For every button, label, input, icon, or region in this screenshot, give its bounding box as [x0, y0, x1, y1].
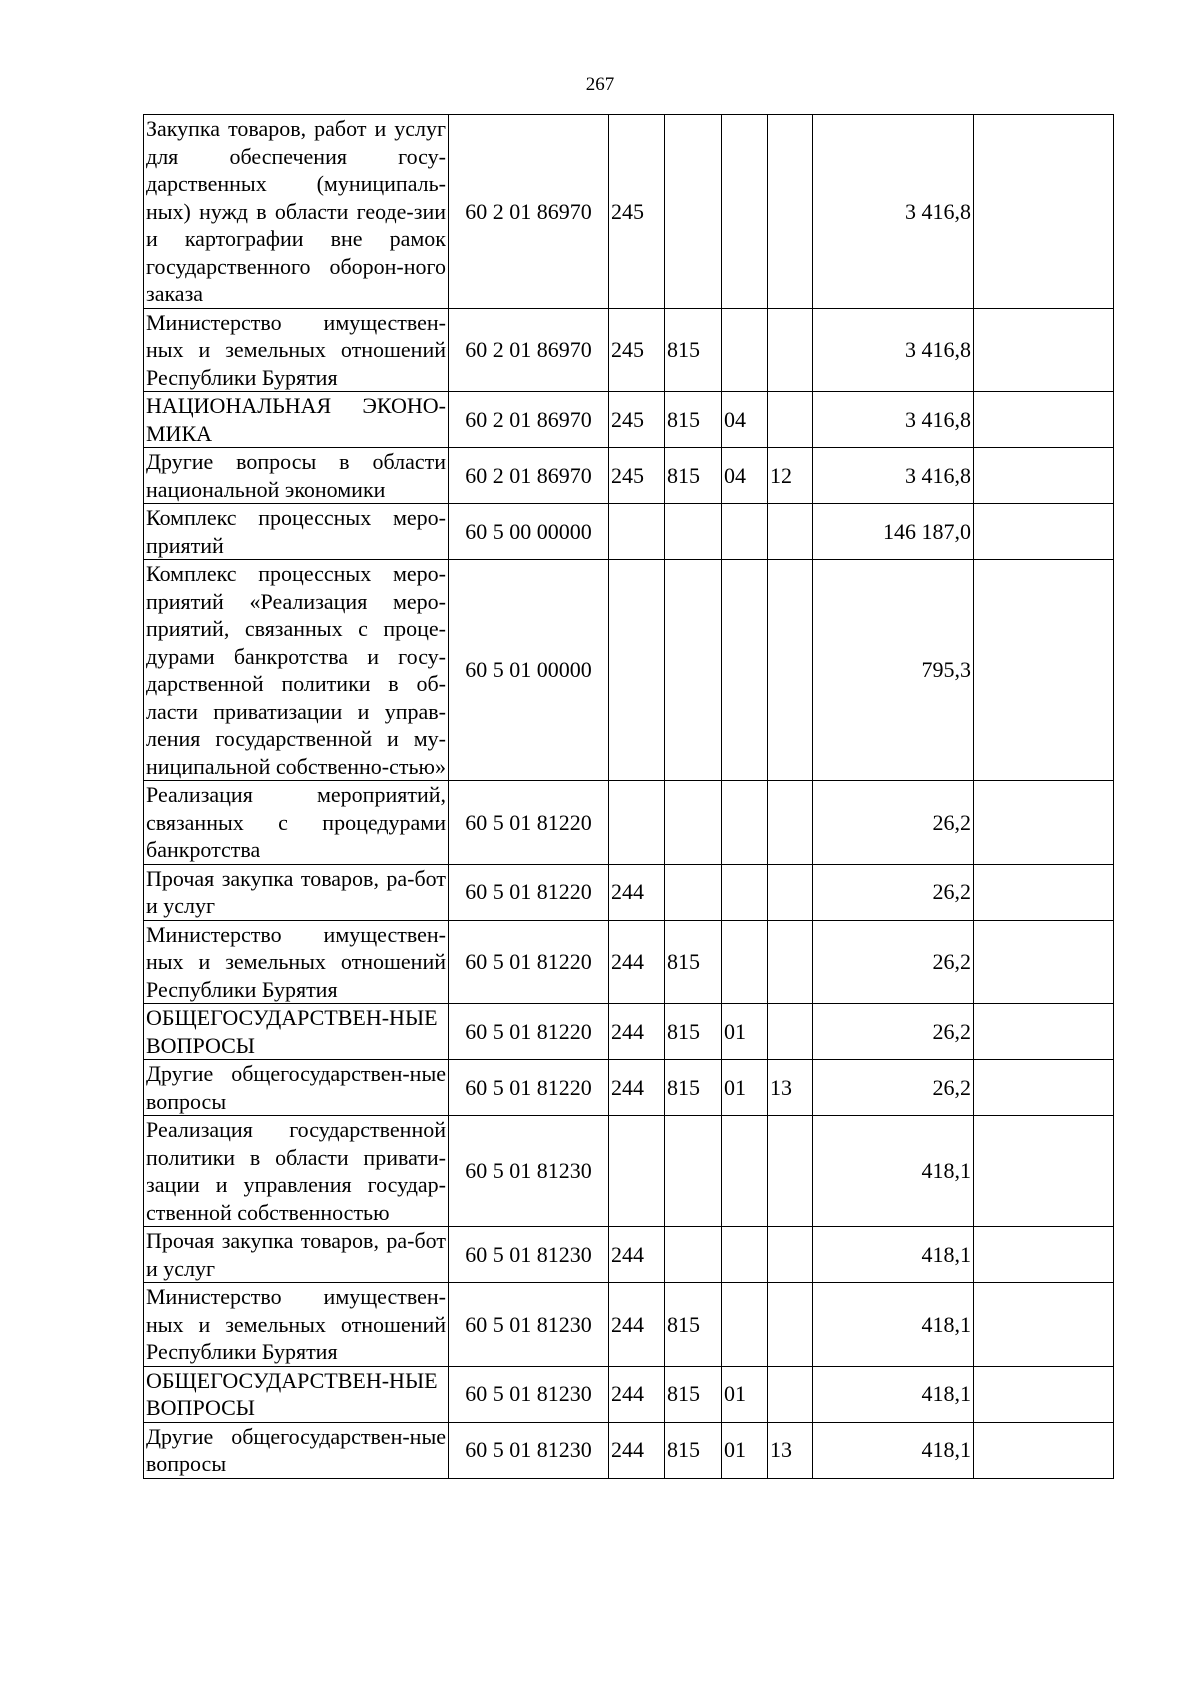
target-code-cell: 60 5 01 81220	[449, 781, 609, 865]
expense-name-cell: Комплекс процессных меро-приятий	[144, 504, 449, 560]
table-row	[144, 504, 1114, 560]
expense-type-cell: 244	[609, 1004, 665, 1060]
section-cell	[722, 920, 768, 1004]
expense-name-cell: Реализация государственной политики в области привати-зации и управления государ-ственной собственностью	[144, 1116, 449, 1227]
target-code-cell: 60 5 01 81220	[449, 1004, 609, 1060]
target-code-cell: 60 2 01 86970	[449, 448, 609, 504]
table-row	[144, 1060, 1114, 1116]
section-cell	[722, 1116, 768, 1227]
empty-cell	[974, 1283, 1114, 1367]
target-code-cell: 60 2 01 86970	[449, 308, 609, 392]
target-code-cell: 60 5 01 00000	[449, 560, 609, 781]
expense-type-cell: 244	[609, 1060, 665, 1116]
amount-cell: 418,1	[813, 1283, 974, 1367]
expense-name-cell: Реализация мероприятий, связанных с процедурами банкротства	[144, 781, 449, 865]
expense-type-cell: 244	[609, 1283, 665, 1367]
section-cell: 01	[722, 1004, 768, 1060]
amount-cell: 26,2	[813, 781, 974, 865]
ministry-code-cell	[665, 864, 722, 920]
amount-cell: 3 416,8	[813, 308, 974, 392]
empty-cell	[974, 920, 1114, 1004]
subsection-cell	[768, 864, 813, 920]
subsection-cell	[768, 1227, 813, 1283]
ministry-code-cell	[665, 781, 722, 865]
section-cell: 01	[722, 1060, 768, 1116]
expense-name-cell: Закупка товаров, работ и услуг для обеспечения госу-дарственных (муниципаль-ных) нужд в области геоде-зии и картографии вне рамок государственного оборон-ного заказа	[144, 115, 449, 309]
empty-cell	[974, 392, 1114, 448]
expense-name-cell: Прочая закупка товаров, ра-бот и услуг	[144, 864, 449, 920]
expense-type-cell: 244	[609, 1366, 665, 1422]
ministry-code-cell: 815	[665, 392, 722, 448]
subsection-cell	[768, 1116, 813, 1227]
section-cell	[722, 864, 768, 920]
ministry-code-cell: 815	[665, 308, 722, 392]
subsection-cell: 13	[768, 1422, 813, 1478]
target-code-cell: 60 5 01 81230	[449, 1366, 609, 1422]
empty-cell	[974, 781, 1114, 865]
target-code-cell: 60 5 01 81220	[449, 1060, 609, 1116]
page-number: 267	[585, 74, 615, 95]
amount-cell: 3 416,8	[813, 392, 974, 448]
empty-cell	[974, 1116, 1114, 1227]
section-cell	[722, 1227, 768, 1283]
subsection-cell	[768, 560, 813, 781]
expense-name-cell: ОБЩЕГОСУДАРСТВЕН-НЫЕ ВОПРОСЫ	[144, 1004, 449, 1060]
section-cell	[722, 560, 768, 781]
table-body	[144, 115, 1114, 1479]
expense-type-cell: 244	[609, 920, 665, 1004]
empty-cell	[974, 308, 1114, 392]
expense-name-cell: Министерство имуществен-ных и земельных отношений Республики Бурятия	[144, 308, 449, 392]
expense-type-cell: 244	[609, 1227, 665, 1283]
ministry-code-cell	[665, 1116, 722, 1227]
subsection-cell	[768, 781, 813, 865]
section-cell: 01	[722, 1366, 768, 1422]
ministry-code-cell	[665, 1227, 722, 1283]
subsection-cell: 13	[768, 1060, 813, 1116]
table-row	[144, 308, 1114, 392]
subsection-cell: 12	[768, 448, 813, 504]
expense-type-cell	[609, 781, 665, 865]
empty-cell	[974, 1366, 1114, 1422]
table-row	[144, 1422, 1114, 1478]
amount-cell: 418,1	[813, 1422, 974, 1478]
subsection-cell	[768, 392, 813, 448]
subsection-cell	[768, 115, 813, 309]
subsection-cell	[768, 920, 813, 1004]
ministry-code-cell: 815	[665, 1422, 722, 1478]
expense-name-cell: Министерство имуществен-ных и земельных отношений Республики Бурятия	[144, 920, 449, 1004]
ministry-code-cell: 815	[665, 1004, 722, 1060]
subsection-cell	[768, 308, 813, 392]
table-row	[144, 1004, 1114, 1060]
expense-type-cell: 245	[609, 308, 665, 392]
expense-type-cell	[609, 560, 665, 781]
expense-type-cell: 245	[609, 448, 665, 504]
empty-cell	[974, 1004, 1114, 1060]
section-cell	[722, 781, 768, 865]
target-code-cell: 60 2 01 86970	[449, 392, 609, 448]
expense-name-cell: Другие общегосударствен-ные вопросы	[144, 1422, 449, 1478]
ministry-code-cell: 815	[665, 1366, 722, 1422]
empty-cell	[974, 115, 1114, 309]
ministry-code-cell	[665, 560, 722, 781]
target-code-cell: 60 2 01 86970	[449, 115, 609, 309]
empty-cell	[974, 504, 1114, 560]
section-cell	[722, 115, 768, 309]
target-code-cell: 60 5 01 81230	[449, 1283, 609, 1367]
budget-table	[143, 114, 1114, 1479]
target-code-cell: 60 5 01 81230	[449, 1116, 609, 1227]
table-row	[144, 1366, 1114, 1422]
target-code-cell: 60 5 01 81230	[449, 1227, 609, 1283]
amount-cell: 26,2	[813, 1004, 974, 1060]
amount-cell: 26,2	[813, 1060, 974, 1116]
expense-name-cell: ОБЩЕГОСУДАРСТВЕН-НЫЕ ВОПРОСЫ	[144, 1366, 449, 1422]
target-code-cell: 60 5 00 00000	[449, 504, 609, 560]
empty-cell	[974, 1422, 1114, 1478]
table-row	[144, 781, 1114, 865]
ministry-code-cell: 815	[665, 1060, 722, 1116]
table-row	[144, 1283, 1114, 1367]
table-row	[144, 1116, 1114, 1227]
expense-type-cell: 245	[609, 392, 665, 448]
expense-type-cell: 245	[609, 115, 665, 309]
table-row	[144, 920, 1114, 1004]
ministry-code-cell	[665, 115, 722, 309]
expense-type-cell	[609, 1116, 665, 1227]
expense-type-cell: 244	[609, 1422, 665, 1478]
empty-cell	[974, 448, 1114, 504]
empty-cell	[974, 1227, 1114, 1283]
amount-cell: 418,1	[813, 1366, 974, 1422]
amount-cell: 26,2	[813, 864, 974, 920]
subsection-cell	[768, 1004, 813, 1060]
table-row	[144, 448, 1114, 504]
section-cell	[722, 504, 768, 560]
amount-cell: 26,2	[813, 920, 974, 1004]
ministry-code-cell: 815	[665, 920, 722, 1004]
target-code-cell: 60 5 01 81230	[449, 1422, 609, 1478]
ministry-code-cell	[665, 504, 722, 560]
table-row	[144, 392, 1114, 448]
amount-cell: 146 187,0	[813, 504, 974, 560]
table-row	[144, 1227, 1114, 1283]
target-code-cell: 60 5 01 81220	[449, 864, 609, 920]
expense-name-cell: Прочая закупка товаров, ра-бот и услуг	[144, 1227, 449, 1283]
expense-name-cell: Другие общегосударствен-ные вопросы	[144, 1060, 449, 1116]
section-cell: 04	[722, 448, 768, 504]
amount-cell: 795,3	[813, 560, 974, 781]
expense-name-cell: Министерство имуществен-ных и земельных отношений Республики Бурятия	[144, 1283, 449, 1367]
expense-name-cell: НАЦИОНАЛЬНАЯ ЭКОНО-МИКА	[144, 392, 449, 448]
section-cell	[722, 308, 768, 392]
subsection-cell	[768, 1283, 813, 1367]
ministry-code-cell: 815	[665, 1283, 722, 1367]
expense-name-cell: Комплекс процессных меро-приятий «Реализация меро-приятий, связанных с проце-дурами банкротства и госу-дарственной политики в об-ласти приватизации и управ-ления государственной и му-ниципальной собственно-стью»	[144, 560, 449, 781]
amount-cell: 3 416,8	[813, 115, 974, 309]
expense-type-cell: 244	[609, 864, 665, 920]
amount-cell: 418,1	[813, 1116, 974, 1227]
empty-cell	[974, 560, 1114, 781]
table-row	[144, 864, 1114, 920]
expense-name-cell: Другие вопросы в области национальной экономики	[144, 448, 449, 504]
table-row	[144, 115, 1114, 309]
empty-cell	[974, 864, 1114, 920]
amount-cell: 3 416,8	[813, 448, 974, 504]
empty-cell	[974, 1060, 1114, 1116]
section-cell: 01	[722, 1422, 768, 1478]
target-code-cell: 60 5 01 81220	[449, 920, 609, 1004]
subsection-cell	[768, 504, 813, 560]
section-cell: 04	[722, 392, 768, 448]
table-row	[144, 560, 1114, 781]
amount-cell: 418,1	[813, 1227, 974, 1283]
expense-type-cell	[609, 504, 665, 560]
section-cell	[722, 1283, 768, 1367]
subsection-cell	[768, 1366, 813, 1422]
ministry-code-cell: 815	[665, 448, 722, 504]
